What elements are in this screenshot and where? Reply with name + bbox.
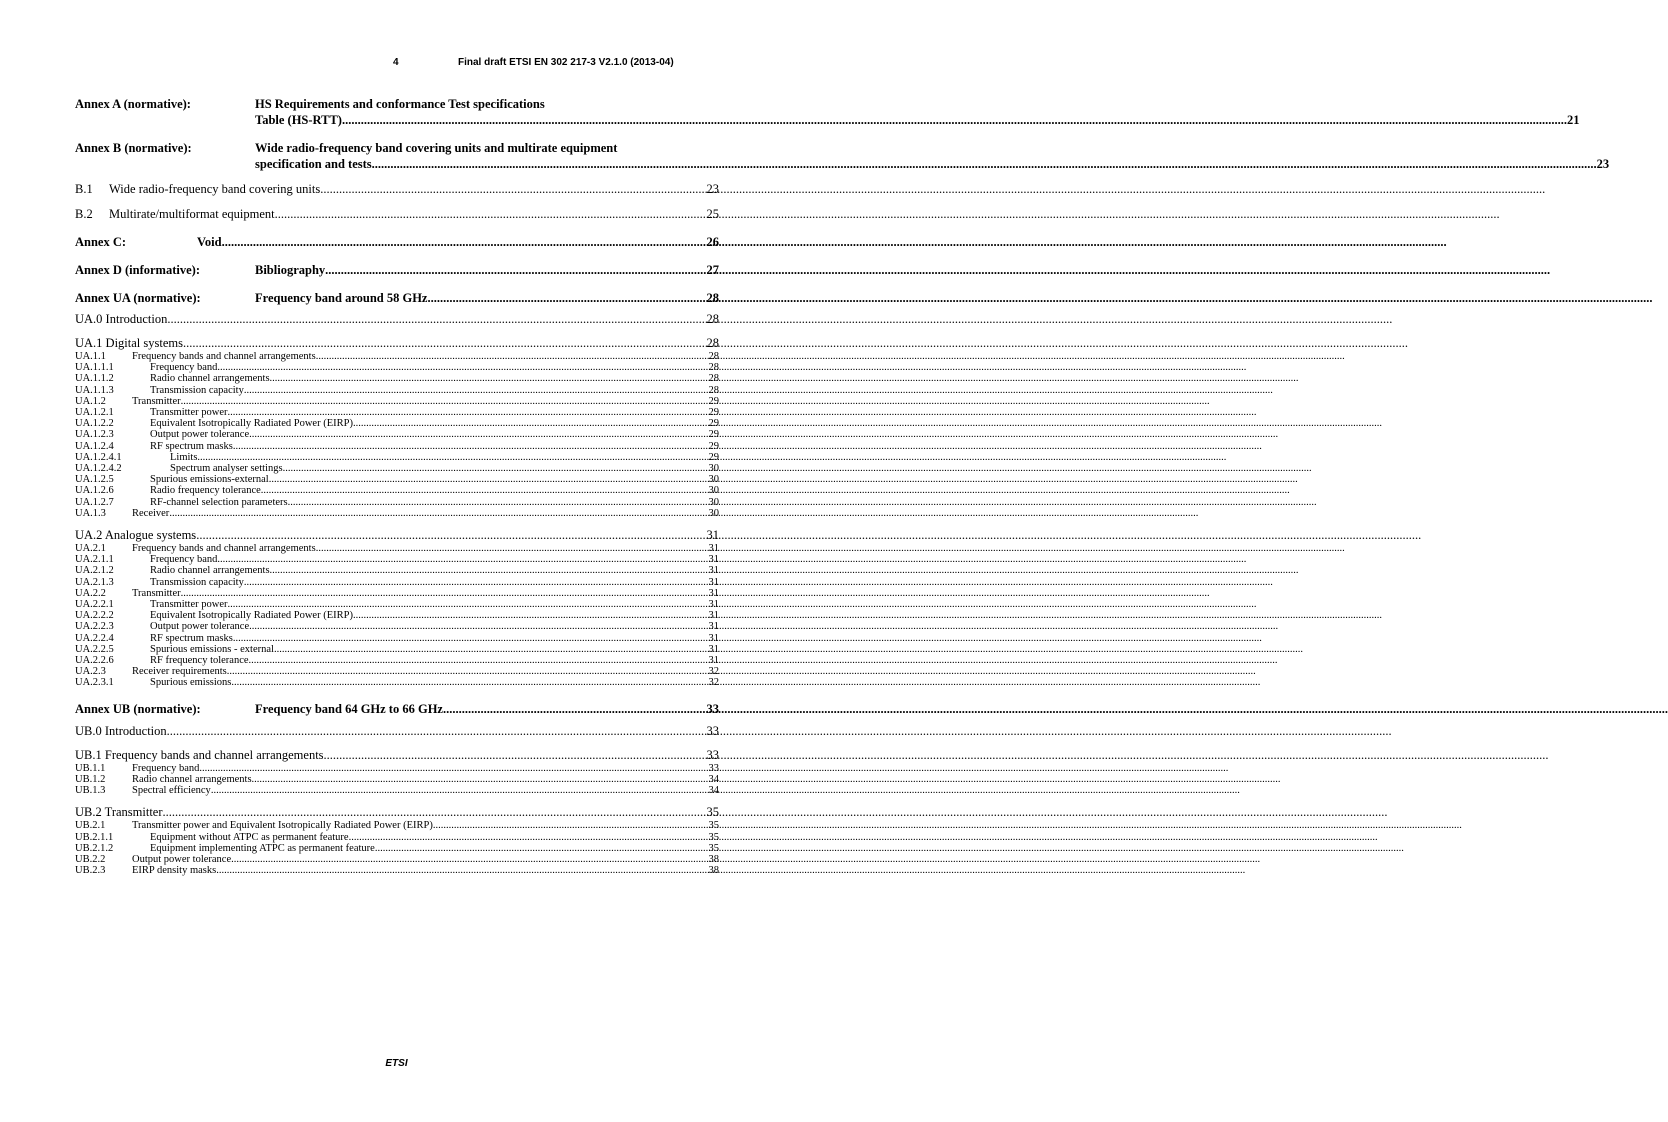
page-ref: 33 xyxy=(706,723,719,738)
clause-number: UA.2.2.6 xyxy=(75,655,114,667)
section-title: UB.2 Transmitter xyxy=(75,805,163,820)
toc-entry-b1[interactable] xyxy=(75,181,719,197)
toc-entry-annex-ua[interactable] xyxy=(75,290,719,306)
clause-title: Spurious emissions-external xyxy=(150,474,269,486)
dot-leader xyxy=(274,644,709,655)
page-ref: 33 xyxy=(708,762,719,774)
dot-leader xyxy=(199,763,708,774)
toc-entry-ua2[interactable] xyxy=(75,528,719,543)
page-ref: 21 xyxy=(1566,113,1580,127)
page-number: 4 xyxy=(393,57,399,68)
page-ref: 33 xyxy=(706,747,719,762)
clause-title: Equipment implementing ATPC as permanent feature xyxy=(150,842,375,854)
toc-subentry[interactable] xyxy=(75,351,719,362)
annex-label: Annex UA (normative): xyxy=(75,291,201,305)
page-ref: 28 xyxy=(708,351,719,362)
clause-number: UB.2.1.1 xyxy=(75,831,114,843)
dot-leader xyxy=(231,677,708,688)
clause-number: UA.1.2.5 xyxy=(75,474,114,486)
page-ref: 31 xyxy=(706,528,719,543)
page-ref: 29 xyxy=(708,395,719,407)
clause-number: UA.1.2.4 xyxy=(75,440,114,452)
dot-leader xyxy=(349,832,709,843)
dot-leader xyxy=(325,262,706,278)
page-ref: 34 xyxy=(708,773,719,785)
clause-number: UA.1.1.1 xyxy=(75,362,114,374)
toc-entry-ub1[interactable] xyxy=(75,748,719,763)
clause-title: Output power tolerance xyxy=(150,621,250,633)
dot-leader xyxy=(249,429,708,440)
toc-subentry[interactable] xyxy=(75,666,719,677)
clause-title: Spectrum analyser settings xyxy=(170,463,283,475)
dot-leader xyxy=(342,112,1567,128)
table-of-contents xyxy=(75,96,1610,877)
clause-number: UA.1.1 xyxy=(75,351,106,362)
annex-label: Annex B (normative): xyxy=(75,141,192,155)
dot-leader xyxy=(316,543,709,554)
toc-entry-annex-a[interactable] xyxy=(75,96,1580,128)
page-ref: 32 xyxy=(708,677,719,689)
page-ref: 26 xyxy=(706,235,719,249)
dot-leader xyxy=(227,599,708,610)
toc-entry-ua0[interactable] xyxy=(75,312,719,327)
clause-number: UA.1.2.3 xyxy=(75,429,114,441)
dot-leader xyxy=(353,418,709,429)
dot-leader xyxy=(270,373,709,384)
section-title: UA.1 Digital systems xyxy=(75,336,183,350)
section-title: UB.0 Introduction xyxy=(75,723,167,738)
toc-entry-ua1[interactable] xyxy=(75,336,719,351)
clause-title: Radio channel arrangements xyxy=(150,565,270,577)
clause-title: Frequency band xyxy=(150,362,218,374)
annex-title-line2: specification and tests xyxy=(255,157,372,171)
page-ref: 30 xyxy=(708,463,719,475)
dot-leader xyxy=(443,701,707,717)
page-ref: 35 xyxy=(708,831,719,843)
clause-title: Spectral efficiency xyxy=(132,785,211,797)
toc-subentry[interactable] xyxy=(75,385,719,396)
clause-title: Multirate/multiformat equipment xyxy=(109,207,275,221)
toc-subentry[interactable] xyxy=(75,774,719,785)
page-ref: 31 xyxy=(708,554,719,566)
page-ref: 29 xyxy=(708,407,719,419)
clause-title: Transmitter power and Equivalent Isotropically Radiated Power (EIRP) xyxy=(132,820,433,832)
page-ref: 29 xyxy=(708,440,719,452)
toc-subentry[interactable] xyxy=(75,396,719,407)
document-title: Final draft ETSI EN 302 217-3 V2.1.0 (2013-04) xyxy=(458,57,674,68)
annex-label: Annex UB (normative): xyxy=(75,701,201,716)
dot-leader xyxy=(231,854,708,865)
section-title: UA.0 Introduction xyxy=(75,312,168,326)
clause-number: UA.2.1 xyxy=(75,543,106,555)
section-title: UB.1 Frequency bands and channel arrangements xyxy=(75,747,324,762)
page-ref: 35 xyxy=(706,805,719,820)
toc-subentry[interactable] xyxy=(75,610,719,621)
clause-title: Spurious emissions - external xyxy=(150,643,274,655)
ub1-subentries xyxy=(75,763,719,797)
dot-leader xyxy=(227,666,709,677)
clause-number: UB.1.1 xyxy=(75,762,106,774)
page-ref: 28 xyxy=(706,291,719,305)
dot-leader xyxy=(211,785,709,796)
clause-title: Transmitter power xyxy=(150,407,228,419)
clause-title: Receiver requirements xyxy=(132,666,227,678)
page-ref: 30 xyxy=(708,474,719,486)
dot-leader xyxy=(316,351,709,362)
ua1-subentries xyxy=(75,351,719,519)
dot-leader xyxy=(261,485,709,496)
toc-subentry[interactable] xyxy=(75,599,719,610)
clause-title: Limits xyxy=(170,451,198,463)
toc-subentry[interactable] xyxy=(75,429,719,440)
ub2-subentries xyxy=(75,820,719,876)
ua2-subentries xyxy=(75,543,719,689)
dot-leader xyxy=(217,554,708,565)
clause-title: Output power tolerance xyxy=(150,429,250,441)
clause-title: Frequency bands and channel arrangements xyxy=(132,543,316,555)
toc-subentry[interactable] xyxy=(75,407,719,418)
clause-title: Equipment without ATPC as permanent feature xyxy=(150,831,349,843)
clause-title: Output power tolerance xyxy=(132,853,232,865)
clause-title: Frequency band xyxy=(132,762,200,774)
page-ref: 30 xyxy=(708,496,719,508)
clause-number: UB.1.2 xyxy=(75,773,106,785)
toc-subentry[interactable] xyxy=(75,362,719,373)
clause-number: UA.1.2.2 xyxy=(75,418,114,430)
dot-leader xyxy=(233,633,709,644)
dot-leader xyxy=(270,565,709,576)
clause-title: RF frequency tolerance xyxy=(150,655,249,667)
clause-number: UA.1.1.2 xyxy=(75,373,114,385)
clause-title: Radio channel arrangements xyxy=(150,373,270,385)
toc-subentry[interactable] xyxy=(75,865,719,876)
clause-title: Transmitter power xyxy=(150,599,228,611)
clause-title: Equivalent Isotropically Radiated Power (EIRP) xyxy=(150,610,353,622)
clause-title: Receiver xyxy=(132,507,170,519)
toc-subentry[interactable] xyxy=(75,655,719,666)
dot-leader xyxy=(222,234,707,250)
page-ref: 33 xyxy=(706,701,719,716)
toc-subentry[interactable] xyxy=(75,633,719,644)
clause-title: Frequency bands and channel arrangements xyxy=(132,351,316,362)
page-ref: 31 xyxy=(708,565,719,577)
toc-subentry[interactable] xyxy=(75,485,719,496)
page-ref: 30 xyxy=(708,485,719,497)
clause-title: Transmission capacity xyxy=(150,384,244,396)
toc-subentry[interactable] xyxy=(75,441,719,452)
page-ref: 35 xyxy=(708,842,719,854)
annex-label: Annex A (normative): xyxy=(75,97,191,111)
dot-leader xyxy=(233,441,709,452)
page-ref: 31 xyxy=(708,621,719,633)
toc-subentry[interactable] xyxy=(75,644,719,655)
annex-title-line1: HS Requirements and conformance Test specifications xyxy=(255,97,545,111)
dot-leader xyxy=(288,497,709,508)
annex-label: Annex D (informative): xyxy=(75,263,200,277)
toc-subentry[interactable] xyxy=(75,785,719,796)
dot-leader xyxy=(163,805,707,820)
clause-number: B.2 xyxy=(75,207,93,221)
dot-leader xyxy=(167,724,707,739)
dot-leader xyxy=(167,312,706,327)
dot-leader xyxy=(227,407,708,418)
dot-leader xyxy=(375,843,709,854)
clause-title: Transmitter xyxy=(132,587,181,599)
page-ref: 35 xyxy=(708,820,719,832)
dot-leader xyxy=(216,865,708,876)
dot-leader xyxy=(197,452,708,463)
toc-subentry[interactable] xyxy=(75,677,719,688)
page-ref: 38 xyxy=(708,865,719,877)
dot-leader xyxy=(217,362,708,373)
clause-title: EIRP density masks xyxy=(132,865,217,877)
dot-leader xyxy=(181,588,709,599)
toc-entry-annex-d[interactable] xyxy=(75,262,719,278)
annex-label: Annex C: xyxy=(75,235,127,249)
page-ref: 23 xyxy=(1596,157,1610,171)
toc-subentry[interactable] xyxy=(75,565,719,576)
dot-leader xyxy=(244,577,709,588)
dot-leader xyxy=(244,385,709,396)
toc-subentry[interactable] xyxy=(75,543,719,554)
clause-title: Transmitter xyxy=(132,395,181,407)
toc-entry-annex-ub[interactable] xyxy=(75,701,719,717)
clause-title: Spurious emissions xyxy=(150,677,232,689)
toc-subentry[interactable] xyxy=(75,763,719,774)
page-ref: 31 xyxy=(708,655,719,667)
dot-leader xyxy=(433,820,709,831)
toc-subentry[interactable] xyxy=(75,373,719,384)
toc-subentry[interactable] xyxy=(75,474,719,485)
dot-leader xyxy=(183,336,707,351)
dot-leader xyxy=(181,396,709,407)
page-ref: 28 xyxy=(708,362,719,374)
clause-number: UA.1.2.4.2 xyxy=(75,463,122,475)
toc-subentry[interactable] xyxy=(75,418,719,429)
dot-leader xyxy=(196,528,706,543)
clause-number: UA.1.2.7 xyxy=(75,496,114,508)
clause-title: RF spectrum masks xyxy=(150,440,233,452)
toc-subentry[interactable] xyxy=(75,577,719,588)
clause-number: UA.1.2.1 xyxy=(75,407,114,419)
dot-leader xyxy=(252,774,709,785)
toc-entry-annex-b[interactable] xyxy=(75,140,1610,172)
toc-subentry[interactable] xyxy=(75,588,719,599)
annex-title: Frequency band around 58 GHz xyxy=(255,291,428,305)
footer-etsi: ETSI xyxy=(385,1058,408,1069)
page-ref: 38 xyxy=(708,853,719,865)
page-ref: 28 xyxy=(708,373,719,385)
dot-leader xyxy=(283,463,709,474)
toc-subentry[interactable] xyxy=(75,508,719,519)
clause-number: UA.2.3 xyxy=(75,666,106,678)
page-ref: 31 xyxy=(708,587,719,599)
clause-title: Frequency band xyxy=(150,554,218,566)
toc-subentry[interactable] xyxy=(75,452,719,463)
clause-number: B.1 xyxy=(75,182,93,196)
section-title: UA.2 Analogue systems xyxy=(75,528,197,543)
page-ref: 27 xyxy=(706,263,719,277)
clause-number: UA.1.1.3 xyxy=(75,384,114,396)
page-ref: 32 xyxy=(708,666,719,678)
annex-title: Frequency band 64 GHz to 66 GHz xyxy=(255,701,443,716)
toc-subentry[interactable] xyxy=(75,621,719,632)
clause-number: UA.2.2.2 xyxy=(75,610,114,622)
toc-subentry[interactable] xyxy=(75,820,719,831)
clause-number: UA.2.3.1 xyxy=(75,677,114,689)
toc-subentry[interactable] xyxy=(75,843,719,854)
dot-leader xyxy=(275,206,707,222)
clause-number: UA.2.1.1 xyxy=(75,554,114,566)
clause-number: UA.2.1.2 xyxy=(75,565,114,577)
toc-subentry[interactable] xyxy=(75,463,719,474)
toc-entry-annex-c[interactable] xyxy=(75,234,719,250)
clause-number: UA.1.2 xyxy=(75,395,106,407)
page-ref: 28 xyxy=(706,336,719,350)
dot-leader xyxy=(353,610,709,621)
clause-number: UB.2.2 xyxy=(75,853,106,865)
toc-subentry[interactable] xyxy=(75,832,719,843)
dot-leader xyxy=(324,748,707,763)
clause-number: UA.2.1.3 xyxy=(75,576,114,588)
toc-entry-ub0[interactable] xyxy=(75,724,719,739)
toc-entry-ub2[interactable] xyxy=(75,805,719,820)
dot-leader xyxy=(428,290,707,306)
clause-number: UA.1.3 xyxy=(75,507,106,519)
clause-title: RF spectrum masks xyxy=(150,632,233,644)
clause-number: UA.2.2.5 xyxy=(75,643,114,655)
clause-title: Radio frequency tolerance xyxy=(150,485,261,497)
clause-number: UB.2.1.2 xyxy=(75,842,114,854)
clause-title: RF-channel selection parameters xyxy=(150,496,288,508)
clause-number: UA.2.2.1 xyxy=(75,599,114,611)
clause-number: UB.2.3 xyxy=(75,865,106,877)
page-ref: 23 xyxy=(706,182,719,196)
page-ref: 31 xyxy=(708,610,719,622)
clause-title: Radio channel arrangements xyxy=(132,773,252,785)
clause-title: Equivalent Isotropically Radiated Power (EIRP) xyxy=(150,418,353,430)
page-ref: 31 xyxy=(708,543,719,555)
toc-subentry[interactable] xyxy=(75,554,719,565)
annex-title-line2: Table (HS-RTT) xyxy=(255,113,342,127)
dot-leader xyxy=(169,508,708,519)
page-ref: 31 xyxy=(708,599,719,611)
dot-leader xyxy=(320,181,706,197)
page-ref: 25 xyxy=(706,207,719,221)
page-ref: 30 xyxy=(708,507,719,519)
page-ref: 29 xyxy=(708,429,719,441)
clause-title: Wide radio-frequency band covering units xyxy=(109,182,321,196)
page-ref: 34 xyxy=(708,785,719,797)
clause-number: UA.2.2.4 xyxy=(75,632,114,644)
toc-subentry[interactable] xyxy=(75,497,719,508)
dot-leader xyxy=(249,621,708,632)
toc-subentry[interactable] xyxy=(75,854,719,865)
clause-title: Transmission capacity xyxy=(150,576,244,588)
page-ref: 29 xyxy=(708,418,719,430)
clause-number: UA.1.2.4.1 xyxy=(75,451,122,463)
page-ref: 31 xyxy=(708,643,719,655)
dot-leader xyxy=(249,655,709,666)
page-ref: 29 xyxy=(708,451,719,463)
page-ref: 28 xyxy=(706,312,719,326)
annex-title: Void xyxy=(197,235,222,249)
dot-leader xyxy=(269,474,709,485)
toc-entry-b2[interactable] xyxy=(75,206,719,222)
clause-number: UB.1.3 xyxy=(75,785,106,797)
page-ref: 31 xyxy=(708,632,719,644)
clause-number: UA.1.2.6 xyxy=(75,485,114,497)
annex-title: Bibliography xyxy=(255,263,326,277)
clause-number: UB.2.1 xyxy=(75,820,106,832)
clause-number: UA.2.2.3 xyxy=(75,621,114,633)
annex-title-line1: Wide radio-frequency band covering units and multirate equipment xyxy=(255,141,618,155)
dot-leader xyxy=(372,156,1597,172)
page-ref: 31 xyxy=(708,576,719,588)
clause-number: UA.2.2 xyxy=(75,587,106,599)
page-ref: 28 xyxy=(708,384,719,396)
